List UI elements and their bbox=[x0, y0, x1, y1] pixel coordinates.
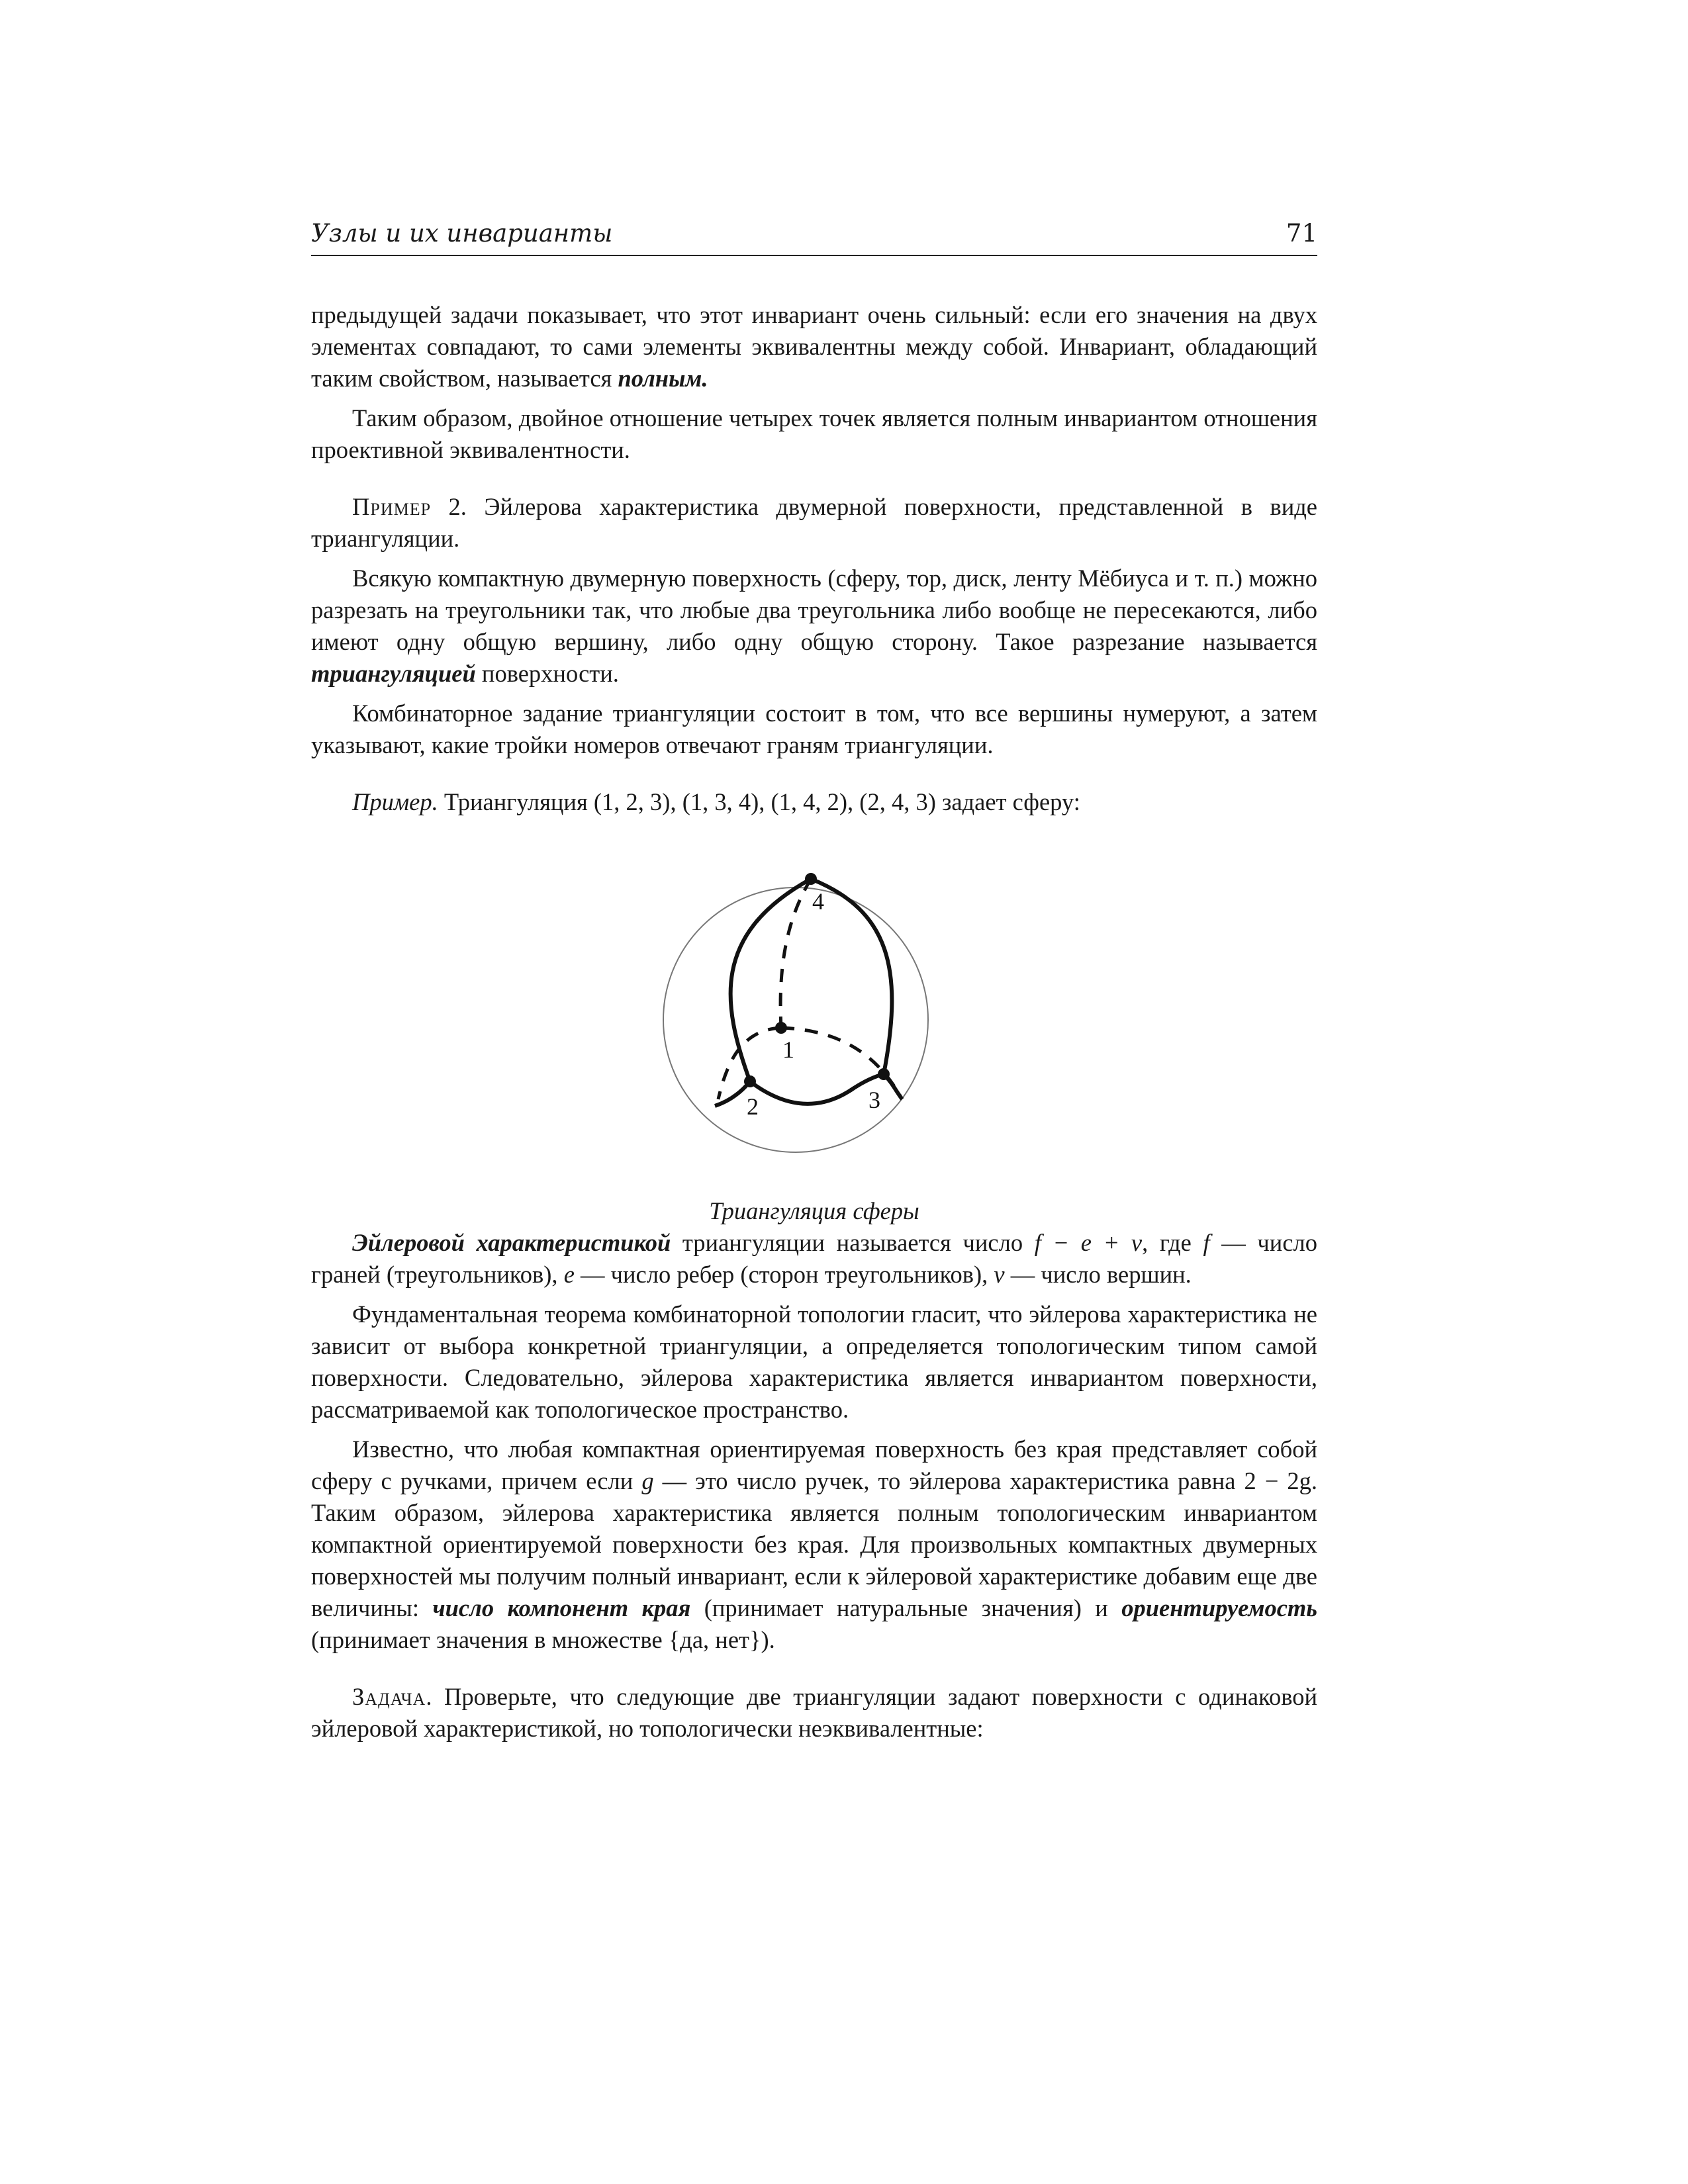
edge-1-3-hidden bbox=[781, 1028, 900, 1096]
paragraph-4-text: Всякую компактную двумерную поверхность (сферу, тор, диск, ленту Мёбиуса и т. п.) можно разрезать на треугольники так, что любые два треугольника либо вообще не пересекаются, либо имеют одну общую вершину, либо одну общую сторону. Такое разрезание называется bbox=[311, 565, 1317, 655]
paragraph-1-text: предыдущей задачи показывает, что этот инвариант очень сильный: если его значения на двух элементах совпадают, то сами элементы эквивалентны между собой. Инвариант, обладающий таким свойством, называется bbox=[311, 301, 1317, 392]
edge-2-4 bbox=[731, 879, 811, 1081]
page-body bbox=[311, 299, 1317, 1745]
term-triangulation: триангуляцией bbox=[311, 660, 476, 687]
paragraph-2: Таким образом, двойное отношение четырех точек является полным инвариантом отношения проективной эквивалентности. bbox=[311, 404, 1317, 463]
problem-label: Задача bbox=[352, 1683, 426, 1710]
formula-euler: f − e + v bbox=[1034, 1229, 1143, 1256]
paragraph-7-c: — число граней (треугольников), bbox=[311, 1229, 1317, 1288]
edge-2-3 bbox=[750, 1074, 884, 1104]
paragraph-9-a: Известно, что любая компактная ориентируемая поверхность без края представляет собой сферу с ручками, причем если bbox=[311, 1435, 1317, 1494]
vertex-2 bbox=[744, 1075, 756, 1087]
edge-1-4-hidden bbox=[780, 879, 811, 1028]
paragraph-9 bbox=[311, 1433, 1317, 1656]
paragraph-1 bbox=[311, 299, 1317, 394]
example-inline-label: Пример. bbox=[352, 788, 438, 815]
sphere-outline bbox=[663, 887, 928, 1152]
problem-text: . Проверьте, что следующие две триангуляции задают поверхности с одинаковой эйлеровой характеристикой, но топологически неэквивалентные: bbox=[311, 1683, 1317, 1742]
vertex-1 bbox=[775, 1022, 787, 1034]
vertex-label-4: 4 bbox=[812, 888, 824, 915]
term-euler-characteristic: Эйлеровой характеристикой bbox=[352, 1229, 671, 1256]
sphere-triangulation-figure bbox=[311, 838, 1317, 1195]
paragraph-9-c: . Таким образом, эйлерова характеристика является полным топологическим инвариантом компактной ориентируемой поверхности без края. Для произвольных компактных двумерных поверхностей мы получим полный инвариант, если к эйлеровой характеристике добавим еще две величины: bbox=[311, 1467, 1317, 1621]
term-boundary-components: число компонент края bbox=[432, 1594, 691, 1621]
paragraph-7-d: — число ребер (сторон треугольников), bbox=[574, 1261, 994, 1288]
paragraph-7 bbox=[311, 1227, 1317, 1291]
paragraph-4 bbox=[311, 563, 1317, 690]
example-text: Триангуляция (1, 2, 3), (1, 3, 4), (1, 4, 2), (2, 4, 3) задает сферу: bbox=[438, 788, 1080, 815]
paragraph-4-tail: поверхности. bbox=[475, 660, 619, 687]
running-title: Узлы и их инварианты bbox=[311, 219, 613, 248]
vertex-3 bbox=[878, 1068, 890, 1080]
vertex-4 bbox=[805, 873, 817, 885]
paragraph-9-e: (принимает значения в множестве {да, нет}). bbox=[311, 1626, 775, 1653]
paragraph-9-b: — это число ручек, то эйлерова характеристика равна bbox=[653, 1467, 1244, 1494]
paragraph-8: Фундаментальная теорема комбинаторной топологии гласит, что эйлерова характеристика не зависит от выбора конкретной триангуляции, а определяется топологическим типом самой поверхности. Следовательно, эйлерова характеристика является инвариантом поверхности, рассматриваемой как топологическое пространство. bbox=[311, 1300, 1317, 1423]
paragraph-7-e: — число вершин. bbox=[1004, 1261, 1192, 1288]
symbol-f: f bbox=[1203, 1229, 1210, 1256]
paragraph-example-2 bbox=[311, 491, 1317, 555]
sphere-diagram bbox=[311, 838, 1317, 1195]
vertex-label-1: 1 bbox=[782, 1036, 794, 1063]
vertex-label-3: 3 bbox=[868, 1087, 880, 1113]
running-header bbox=[311, 215, 1317, 256]
symbol-g: g bbox=[641, 1467, 654, 1494]
example-label: Пример bbox=[352, 493, 432, 520]
paragraph-9-d: (принимает натуральные значения) и bbox=[690, 1594, 1122, 1621]
paragraph-5: Комбинаторное задание триангуляции состоит в том, что все вершины нумеруют, а затем указывают, какие тройки номеров отвечают граням триангуляции. bbox=[311, 700, 1317, 758]
figure-caption: Триангуляция сферы bbox=[709, 1197, 919, 1224]
term-orientability: ориентируемость bbox=[1121, 1594, 1317, 1621]
symbol-e: e bbox=[563, 1261, 575, 1288]
symbol-v: v bbox=[994, 1261, 1005, 1288]
paragraph-7-b: , где bbox=[1142, 1229, 1203, 1256]
edge-1-2-hidden bbox=[718, 1028, 781, 1099]
vertex-label-2: 2 bbox=[747, 1093, 759, 1120]
paragraph-7-a: триангуляции называется число bbox=[671, 1229, 1035, 1256]
example-2-text: 2. Эйлерова характеристика двумерной поверхности, представленной в виде триангуляции. bbox=[311, 493, 1317, 552]
formula-genus: 2 − 2g bbox=[1244, 1467, 1311, 1494]
paragraph-example bbox=[311, 786, 1317, 818]
term-complete: полным. bbox=[618, 365, 708, 392]
paragraph-problem bbox=[311, 1681, 1317, 1745]
page-number: 71 bbox=[1286, 219, 1317, 248]
